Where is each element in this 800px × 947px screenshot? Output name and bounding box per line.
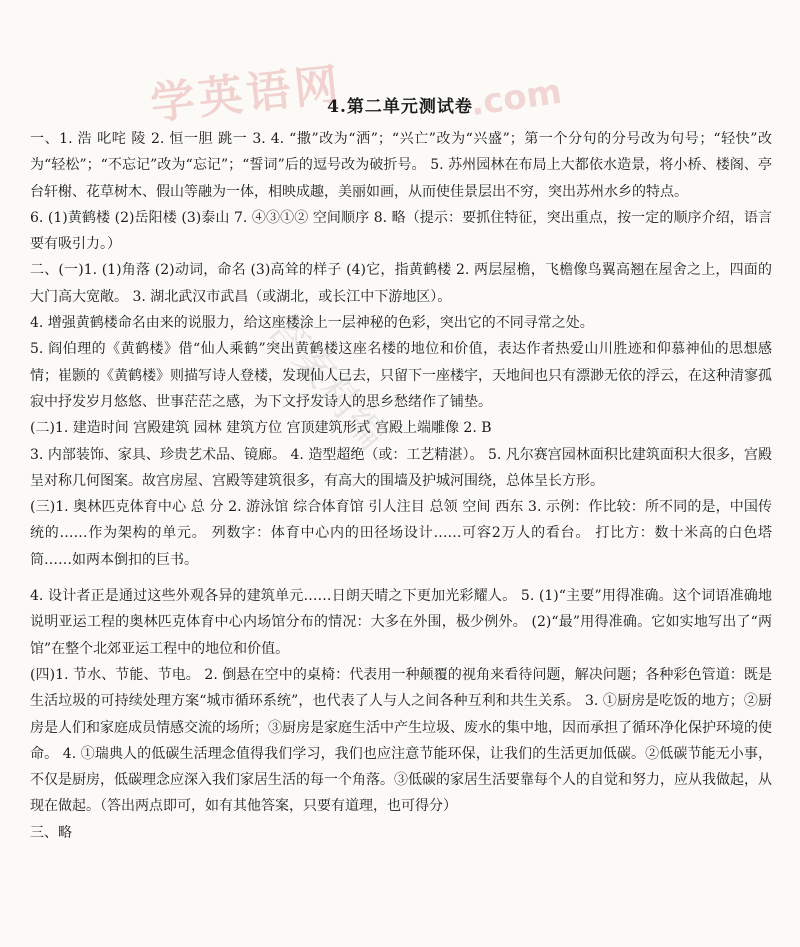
paragraph: 三、略 (30, 824, 72, 841)
paragraph: (四)1. 节水、节能、节电。 2. 倒悬在空中的桌椅：代表用一种颠覆的视角来看待问题，解决问题；各种彩色管道：既是生活垃圾的可持续处理方案“城市循环系统”，也代表了人与人之间各种互利和共生关系。 3. ①厨房是吃饭的地方；②厨房是人们和家庭成员情感交流的场所；③厨房是家庭生活中产生垃圾、废水的集中地，因而承担了循环净化保护环境的使命。 4. ①瑞典人的低碳生活理念值得我们学习，我们也应注意节能环保，让我们的生活更加低碳。②低碳节能无小事，不仅是厨房，低碳理念应深入我们家居生活的每一个角落。③低碳的家居生活要靠每个人的自觉和努力，应从我做起，从现在做起。（答出两点即可，如有其他答案，只要有道理，也可得分） (30, 666, 772, 815)
paragraph: (二)1. 建造时间 宫殿建筑 园林 建筑方位 宫顶建筑形式 宫殿上端雕像 2. B (30, 420, 492, 437)
paragraph: 一、1. 浩 叱咤 陵 2. 恒一胆 跳一 3. 4. “撒”改为“洒”；“兴亡”改为“兴盛”；第一个分句的分号改为句号；“轻快”改为“轻松”；“不忘记”改为“忘记”；“誓词”后的逗号改为破折号。 5. 苏州园林在布局上大都依水造景，将小桥、楼阁、亭台轩榭、花草树木、假山等融为一体，相映成趣，美丽如画，从而使佳景层出不穷，突出苏州水乡的特点。 (30, 131, 772, 200)
paragraph: 4. 增强黄鹤楼命名由来的说服力，给这座楼涂上一层神秘的色彩，突出它的不同寻常之处。 (30, 315, 594, 332)
paragraph: 3. 内部装饰、家具、珍贵艺术品、镜廊。 4. 造型超绝（或：工艺精湛）。 5. 凡尔赛宫园林面积比建筑面积大很多，宫殿呈对称几何图案。故宫房屋、宫殿等建筑很多，有高大的围墙及护城河围绕，总体呈长方形。 (30, 446, 772, 489)
paragraph: 5. 阎伯理的《黄鹤楼》借“仙人乘鹤”突出黄鹤楼这座名楼的地位和价值，表达作者热爱山川胜迹和仰慕神仙的思想感情；崔颢的《黄鹤楼》则描写诗人登楼，发现仙人已去，只留下一座楼宇，天地间也只有漂渺无依的浮云，在这种清寥孤寂中抒发岁月悠悠、世事茫茫之感，为下文抒发诗人的思乡愁绪作了铺垫。 (30, 341, 772, 410)
watermark-logo: 学英语网 (148, 59, 345, 130)
answer-body (30, 126, 772, 846)
diagonal-watermark: 答案精编 (257, 305, 396, 458)
watermark-url: .com (467, 71, 565, 125)
paragraph: (三)1. 奥林匹克体育中心 总 分 2. 游泳馆 综合体育馆 引人注目 总领 空间 西东 3. 示例：作比较：所不同的是，中国传统的……作为架构的单元。 列数字：体育中心内的田径场设计……可容2万人的看台。 打比方：数十米高的白色塔筒……如两本倒扣的巨书。 (30, 499, 772, 568)
paragraph: 6. (1)黄鹤楼 (2)岳阳楼 (3)泰山 7. ④③①② 空间顺序 8. 略（提示：要抓住特征，突出重点，按一定的顺序介绍，语言要有吸引力。） (30, 209, 772, 253)
paragraph: 二、(一)1. (1)角落 (2)动词，命名 (3)高耸的样子 (4)它，指黄鹤楼 2. 两层屋檐，飞檐像鸟翼高翘在屋舍之上，四面的大门高大宽敞。 3. 湖北武汉市武昌（或湖北，或长江中下游地区）。 (30, 262, 772, 305)
page-title: 4.第二单元测试卷 (327, 97, 473, 117)
paragraph: 4. 设计者正是通过这些外观各异的建筑单元……日朗天晴之下更加光彩耀人。 5. (1)“主要”用得准确。这个词语准确地说明亚运工程的奥林匹克体育中心内场馆分布的情况：大多在外围，极少例外。 (2)“最”用得准确。它如实地写出了“两馆”在整个北郊亚运工程中的地位和价值。 (30, 588, 772, 657)
